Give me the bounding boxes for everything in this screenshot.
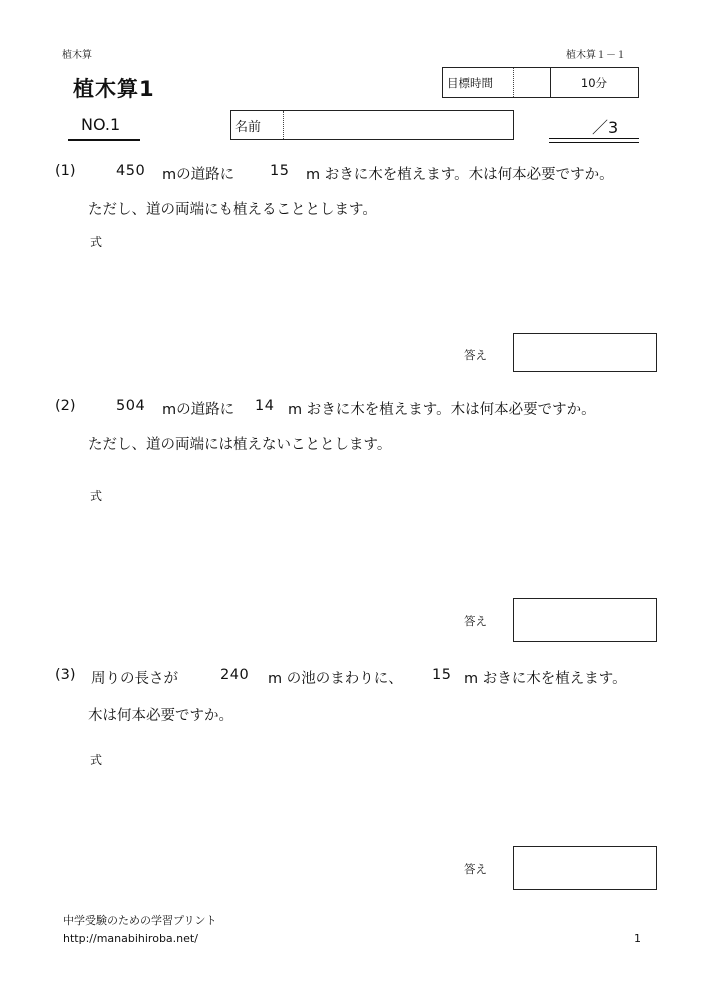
question-value: 14 <box>255 398 275 414</box>
sheet-number-underline <box>68 139 140 141</box>
question-number: (3) <box>55 667 76 683</box>
question-number: (2) <box>55 398 76 414</box>
question-text: m おきに木を植えます。木は何本必要ですか。 <box>288 402 596 418</box>
header-sheet-id: 植木算１－１ <box>566 50 626 61</box>
question-text: ただし、道の両端にも植えることとします。 <box>88 202 377 218</box>
target-time-box <box>442 67 639 98</box>
page-number: 1 <box>634 932 641 945</box>
question-text: mの道路に <box>162 167 235 183</box>
target-time-label: 目標時間 <box>447 75 493 90</box>
formula-label: 式 <box>90 235 103 249</box>
question-text: ただし、道の両端には植えないこととします。 <box>88 437 392 453</box>
name-label: 名前 <box>235 119 262 135</box>
question-number: (1) <box>55 163 76 179</box>
question-value: 240 <box>220 667 250 683</box>
question-value: 450 <box>116 163 146 179</box>
score: ／3 <box>592 118 619 137</box>
target-time-value: 10分 <box>580 75 608 90</box>
page-title: 植木算1 <box>73 77 155 101</box>
footer-caption: 中学受験のための学習プリント <box>63 914 217 927</box>
formula-label: 式 <box>90 489 103 503</box>
name-input[interactable] <box>284 111 513 139</box>
question-value: 504 <box>116 398 146 414</box>
answer-label: 答え <box>464 862 487 876</box>
score-underline <box>549 138 639 143</box>
answer-label: 答え <box>464 348 487 362</box>
name-box <box>230 110 514 140</box>
answer-label: 答え <box>464 614 487 628</box>
answer-box[interactable] <box>513 598 657 642</box>
question-text: 木は何本必要ですか。 <box>88 708 233 724</box>
question-text: m の池のまわりに、 <box>268 671 403 687</box>
question-text: mの道路に <box>162 402 235 418</box>
question-text: m おきに木を植えます。 <box>464 671 627 687</box>
question-text: 周りの長さが <box>91 671 178 687</box>
formula-label: 式 <box>90 753 103 767</box>
question-value: 15 <box>270 163 290 179</box>
question-text: m おきに木を植えます。木は何本必要ですか。 <box>306 167 614 183</box>
sheet-number: NO.1 <box>81 115 121 134</box>
answer-box[interactable] <box>513 333 657 372</box>
footer-url[interactable]: http://manabihiroba.net/ <box>63 932 198 945</box>
question-value: 15 <box>432 667 452 683</box>
header-category: 植木算 <box>62 50 92 61</box>
divider <box>513 68 514 97</box>
answer-box[interactable] <box>513 846 657 890</box>
